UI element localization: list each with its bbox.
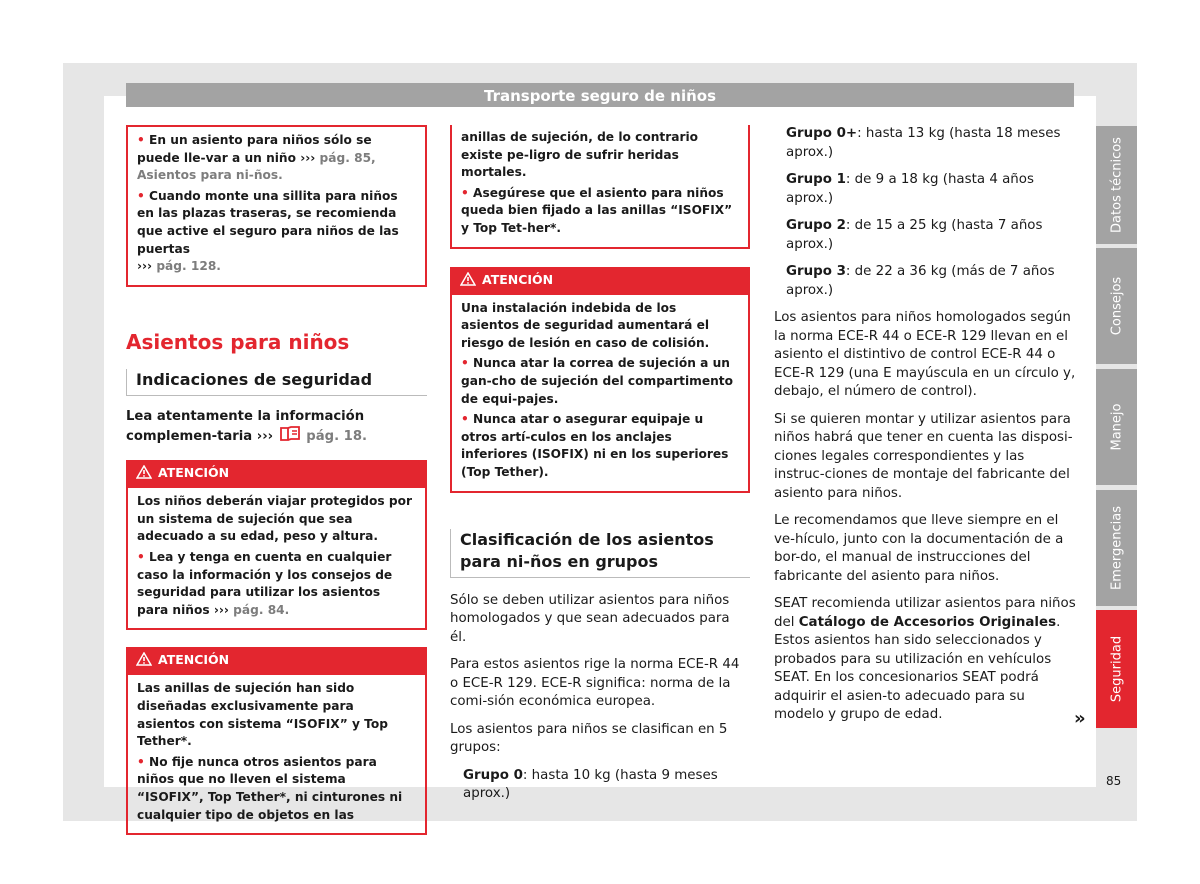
section-title: Asientos para niños <box>126 329 350 354</box>
intro-paragraph: Lea atentamente la información complemen-taria ››› pág. 18. <box>126 409 368 445</box>
column-2 <box>450 125 750 813</box>
warning-bullet: • Nunca atar o asegurar equipaje u otros artí-culos en los anclajes inferiores (ISOFIX) ni en los superiores (Top Tether). <box>461 412 729 479</box>
tab-datos-tecnicos[interactable]: Datos técnicos <box>1096 126 1137 244</box>
warning-body: Los niños deberán viajar protegidos por un sistema de sujeción que sea adecuado a su edad, peso y altura. • Lea y tenga en cuenta en cualquier caso la información y los consejos de seguridad para utilizar los asientos para niños ››› pág. 84. <box>126 486 427 630</box>
warning-header: ATENCIÓN <box>450 267 750 293</box>
warning-box <box>450 267 750 493</box>
warning-triangle-icon <box>460 269 476 283</box>
warning-triangle-icon <box>136 649 152 663</box>
bullet-icon: • <box>137 754 145 769</box>
body-text: Sólo se deben utilizar asientos para niños homologados y que sean adecuados para él. Para estos asientos rige la norma ECE-R 44 o ECE-R 129. ECE-R significa: norma de la comi-sión económica europea. Los asientos para niños se clasifican en 5 grupos: Grupo 0: hasta 10 kg (hasta 9 meses aprox.) <box>450 592 750 804</box>
column-3 <box>774 125 1076 734</box>
note-bullet: • En un asiento para niños sólo se puede lle-var a un niño ››› pág. 85, Asientos para ni-ños. <box>137 133 376 183</box>
note-box-continued <box>126 125 427 287</box>
warning-body: Una instalación indebida de los asientos de seguridad aumentará el riesgo de lesión en caso de colisión. • Nunca atar la correa de sujeción a un gan-cho de sujeción del compartimento de equi-pajes. • Nunca atar o asegurar equipaje u otros artí-culos en los anclajes inferiores (ISOFIX) ni en los superiores (Top Tether). <box>450 293 750 493</box>
cross-ref-link[interactable]: pág. 18. <box>301 429 368 445</box>
bullet-icon: • <box>461 412 469 427</box>
bullet-icon: • <box>461 356 469 371</box>
cross-ref-link[interactable]: pág. 84. <box>228 602 290 617</box>
group-item: Grupo 1: de 9 a 18 kg (hasta 4 años aprox.) <box>786 172 1034 206</box>
body-paragraph: Si se quieren montar y utilizar asientos para niños habrá que tener en cuenta las disposi-ciones legales correspondientes y las instruc-ciones de montaje del fabricante del asiento para niños. <box>774 411 1073 501</box>
page-header: Transporte seguro de niños <box>126 83 1074 107</box>
page-number: 85 <box>1106 774 1122 788</box>
group-item: Grupo 0: hasta 10 kg (hasta 9 meses aprox.) <box>463 767 718 801</box>
bullet-icon: • <box>137 133 145 147</box>
group-item: Grupo 0+: hasta 13 kg (hasta 18 meses aprox.) <box>786 126 1061 160</box>
cross-ref-arrow-icon: ››› <box>300 150 316 165</box>
warning-triangle-icon <box>136 462 152 476</box>
warning-bullet: • Nunca atar la correa de sujeción a un gan-cho de sujeción del compartimento de equi-pajes. <box>461 356 734 406</box>
continue-marker-icon: » <box>1074 708 1086 729</box>
bullet-icon: • <box>461 185 469 200</box>
body-paragraph: Le recomendamos que lleve siempre en el ve-hículo, junto con la documentación de a bor-do, el manual de instrucciones del fabricante del asiento para niños. <box>774 513 1064 584</box>
book-ref-icon <box>278 429 302 444</box>
body-paragraph: SEAT recomienda utilizar asientos para niños del Catálogo de Accesorios Originales. Estos asientos han sido seleccionados y probados para su utilización en vehículos SEAT. En los concesionarios SEAT podrá adquirir el asien-to adecuado para su modelo y grupo de edad. <box>774 596 1076 722</box>
group-item: Grupo 3: de 22 a 36 kg (más de 7 años aprox.) <box>786 264 1055 298</box>
subsection-title: Indicaciones de seguridad <box>126 369 427 396</box>
warning-header: ATENCIÓN <box>126 460 427 486</box>
subsection-title: Clasificación de los asientos para ni-ños en grupos <box>450 529 750 578</box>
note-bullet: • Cuando monte una sillita para niños en las plazas traseras, se recomienda que active el seguro para niños de las puertas ››› pág. 128. <box>137 188 399 274</box>
cross-ref-arrow-icon: ››› <box>256 429 274 445</box>
warning-bullet: • Asegúrese que el asiento para niños queda bien fijado a las anillas “ISOFIX” y Top Tet-her*. <box>461 185 733 235</box>
cross-ref-arrow-icon: ››› <box>137 259 153 274</box>
bullet-icon: • <box>137 188 145 203</box>
warning-header: ATENCIÓN <box>126 647 427 673</box>
warning-bullet: • Lea y tenga en cuenta en cualquier caso la información y los consejos de seguridad para utilizar los asientos para niños ››› pág. 84. <box>137 550 393 617</box>
warning-bullet: • No fije nunca otros asientos para niños que no lleven el sistema “ISOFIX”, Top Tether*, ni cinturones ni cualquier tipo de objetos en las <box>137 754 403 822</box>
cross-ref-arrow-icon: ››› <box>213 602 229 617</box>
bullet-icon: • <box>137 550 145 565</box>
warning-body: Las anillas de sujeción han sido diseñadas exclusivamente para asientos con sistema “ISOFIX” y Top Tether*. • No fije nunca otros asientos para niños que no lleven el sistema “ISOFIX”, Top Tether*, ni cinturones ni cualquier tipo de objetos en las <box>126 673 427 835</box>
warning-body-continued: anillas de sujeción, de lo contrario existe pe-ligro de sufrir heridas mortales. • Asegúrese que el asiento para niños queda bien fijado a las anillas “ISOFIX” y Top Tet-her*. <box>450 125 750 249</box>
column-1 <box>126 125 427 835</box>
tab-consejos[interactable]: Consejos <box>1096 248 1137 364</box>
cross-ref-link[interactable]: pág. 128. <box>152 259 221 274</box>
tab-manejo[interactable]: Manejo <box>1096 369 1137 485</box>
warning-box <box>126 460 427 630</box>
group-item: Grupo 2: de 15 a 25 kg (hasta 7 años aprox.) <box>786 218 1043 252</box>
tab-emergencias[interactable]: Emergencias <box>1096 490 1137 606</box>
cross-ref-link[interactable]: pág. 85, Asientos para ni-ños. <box>137 150 376 183</box>
tab-seguridad[interactable]: Seguridad <box>1096 610 1137 728</box>
body-paragraph: Los asientos para niños homologados según la norma ECE-R 44 o ECE-R 129 llevan en el asiento el distintivo de control ECE-R 44 o ECE-R 129 (una E mayúscula en un círculo y, debajo, el número de control). <box>774 310 1076 399</box>
warning-box <box>126 647 427 835</box>
